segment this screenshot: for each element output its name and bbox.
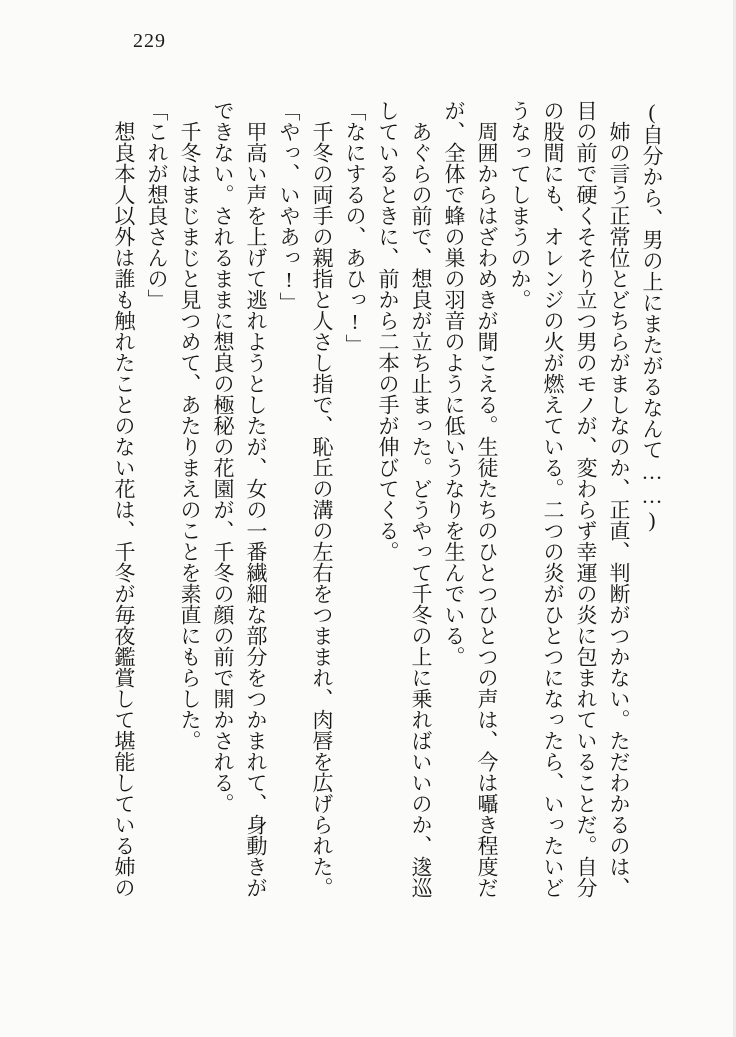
text-column-8: あぐらの前で、想良が立ち止まった。どうやって千冬の上に乗ればいいのか、逡巡 — [409, 121, 433, 898]
text-column-11: 千冬の両手の親指と人さし指で、恥丘の溝の左右をつままれ、肉唇を広げられた。 — [310, 121, 334, 898]
text-column-17: 想良本人以外は誰も触れたことのない花は、千冬が毎夜鑑賞して堪能している姉の — [112, 121, 136, 898]
text-column-15: 千冬はまじまじと見つめて、あたりまえのことを素直にもらした。 — [178, 121, 202, 751]
text-column-13: 甲高い声を上げて逃れようとしたが、女の一番繊細な部分をつかまれて、身動きが — [244, 121, 268, 898]
text-column-2: 姉の言う正常位とどちらがましなのか、正直、判断がつかない。ただわかるのは、 — [607, 121, 631, 898]
text-column-1: (自分から、男の上にまたがるなんて……) — [640, 100, 664, 532]
text-column-9: しているときに、前から二本の手が伸びてくる。 — [376, 100, 400, 562]
text-column-16: 「これが想良さんの」 — [145, 100, 169, 310]
text-column-5: うなってしまうのか。 — [508, 100, 532, 310]
text-column-10: 「なにするの、あひっ!」 — [343, 100, 367, 355]
page-number: 229 — [133, 30, 166, 52]
text-column-7: が、全体で蜂の巣の羽音のように低いうなりを生んでいる。 — [442, 100, 466, 667]
text-column-4: の股間にも、オレンジの火が燃えている。二つの炎がひとつになったら、いったいど — [541, 100, 565, 898]
text-column-3: 目の前で硬くそそり立つ男のモノが、変わらず幸運の炎に包まれていることだ。自分 — [574, 100, 598, 898]
text-column-6: 周囲からはざわめきが聞こえる。生徒たちのひとつひとつの声は、今は囁き程度だ — [475, 121, 499, 898]
text-column-14: できない。されるままに想良の極秘の花園が、千冬の顔の前で開かされる。 — [211, 100, 235, 814]
text-column-12: 「やっ、いやあっ!」 — [277, 100, 301, 313]
vertical-text-block — [107, 100, 668, 925]
